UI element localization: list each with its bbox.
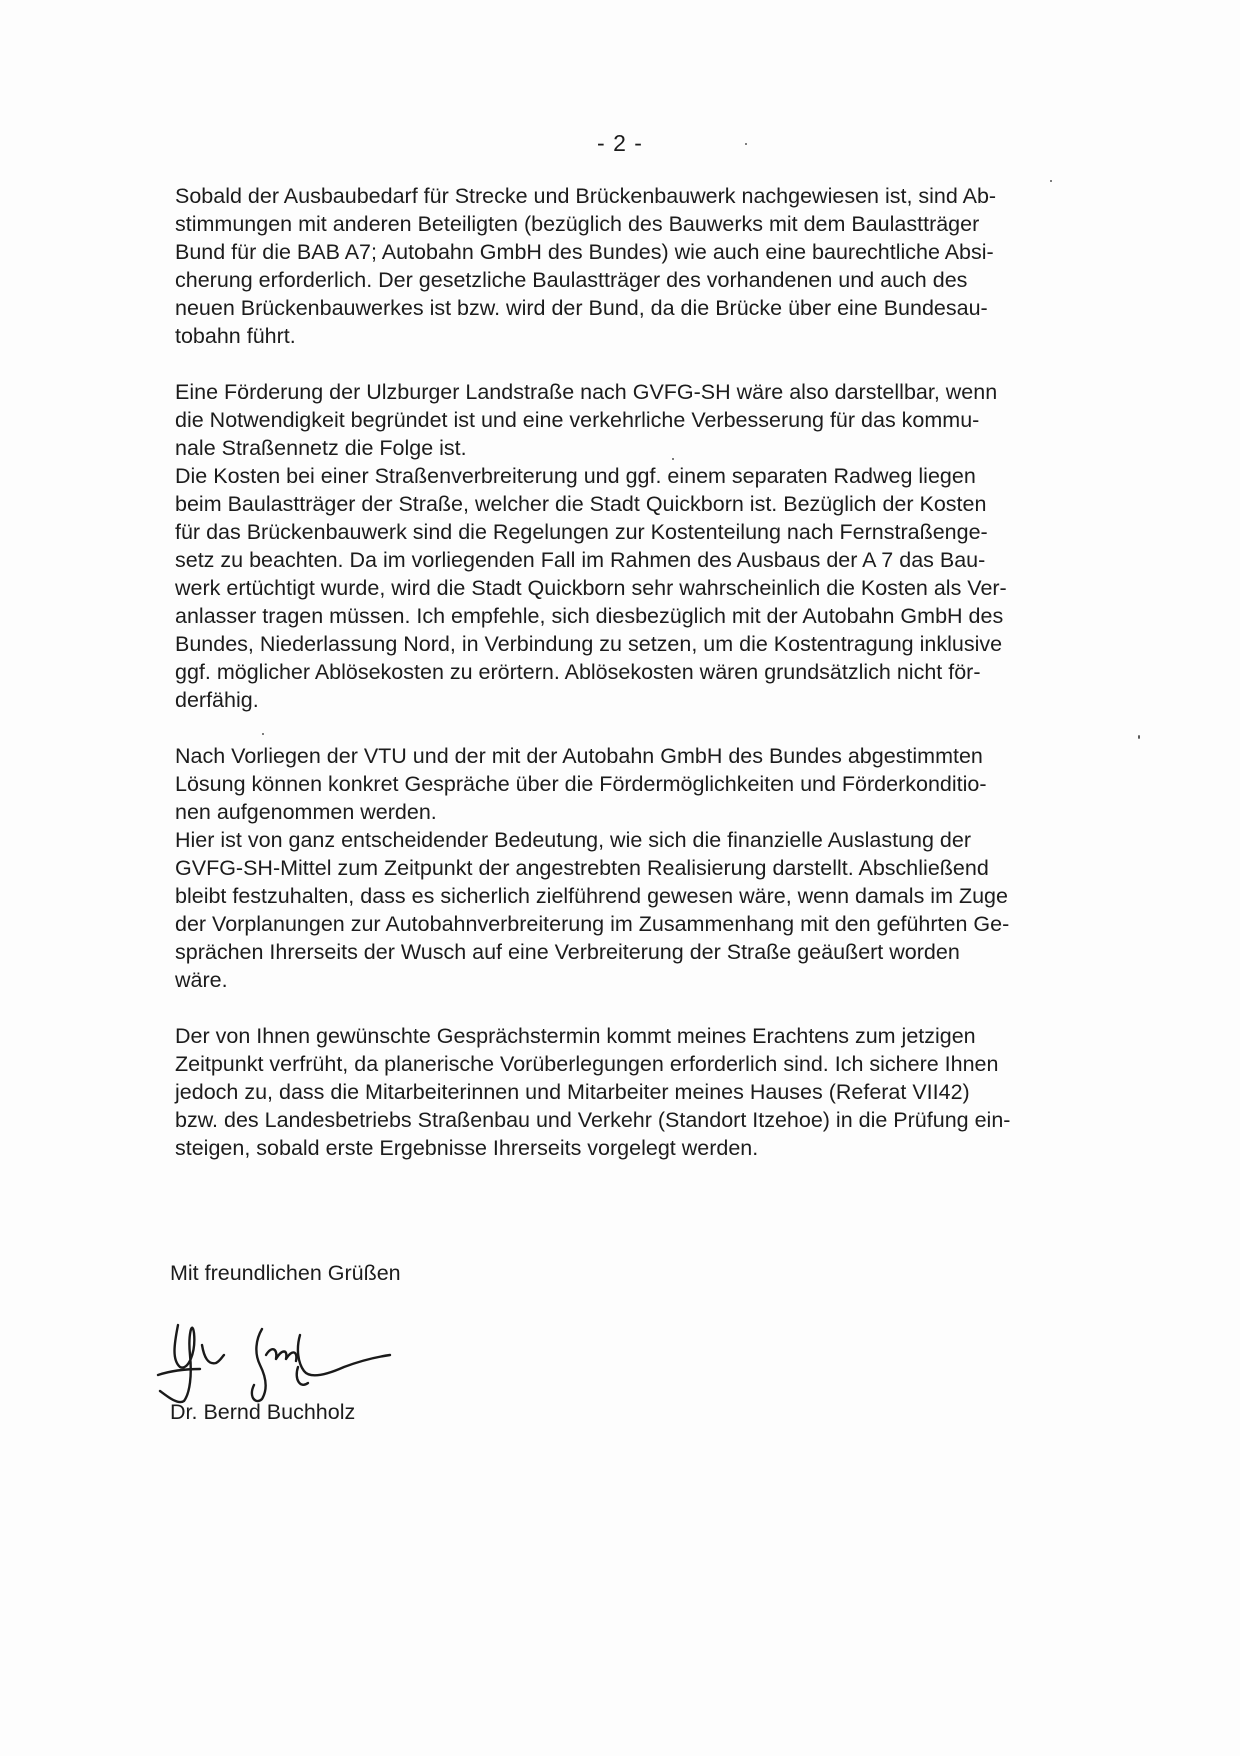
text-line: der Vorplanungen zur Autobahnverbreiterung im Zusammenhang mit den geführten Ge-: [175, 912, 1010, 936]
text-line: Bundes, Niederlassung Nord, in Verbindung zu setzen, um die Kostentragung inklusive: [175, 632, 1003, 656]
text-line: nale Straßennetz die Folge ist.: [175, 436, 467, 460]
text-line: beim Baulastträger der Straße, welcher die Stadt Quickborn ist. Bezüglich der Kosten: [175, 492, 987, 516]
signer-name: Dr. Bernd Buchholz: [170, 1400, 356, 1424]
paragraph-3: [175, 742, 1075, 994]
text-line: wäre.: [175, 968, 228, 992]
text-line: cherung erforderlich. Der gesetzliche Baulastträger des vorhandenen und auch des: [175, 268, 968, 292]
text-line: bleibt festzuhalten, dass es sicherlich zielführend gewesen wäre, wenn damals im Zuge: [175, 884, 1008, 908]
text-line: stimmungen mit anderen Beteiligten (bezüglich des Bauwerks mit dem Baulastträger: [175, 212, 980, 236]
page-number: - 2 -: [597, 130, 643, 156]
text-line: bzw. des Landesbetriebs Straßenbau und Verkehr (Standort Itzehoe) in die Prüfung ein-: [175, 1108, 1011, 1132]
text-line: Zeitpunkt verfrüht, da planerische Vorüberlegungen erforderlich sind. Ich sichere Ihnen: [175, 1052, 999, 1076]
text-line: Die Kosten bei einer Straßenverbreiterung und ggf. einem separaten Radweg liegen: [175, 464, 976, 488]
text-line: nen aufgenommen werden.: [175, 800, 437, 824]
scan-speck: [672, 458, 674, 460]
text-line: Lösung können konkret Gespräche über die Fördermöglichkeiten und Förderkonditio-: [175, 772, 987, 796]
text-line: GVFG-SH-Mittel zum Zeitpunkt der angestrebten Realisierung darstellt. Abschließend: [175, 856, 989, 880]
text-line: derfähig.: [175, 688, 259, 712]
text-line: werk ertüchtigt wurde, wird die Stadt Quickborn sehr wahrscheinlich die Kosten als Ver-: [175, 576, 1007, 600]
text-line: Sobald der Ausbaubedarf für Strecke und Brückenbauwerk nachgewiesen ist, sind Ab-: [175, 184, 997, 208]
text-line: Eine Förderung der Ulzburger Landstraße nach GVFG-SH wäre also darstellbar, wenn: [175, 380, 998, 404]
paragraph-gap: [175, 350, 1075, 378]
scan-speck: [745, 143, 747, 145]
text-line: tobahn führt.: [175, 324, 296, 348]
text-line: Nach Vorliegen der VTU und der mit der Autobahn GmbH des Bundes abgestimmten: [175, 744, 983, 768]
text-line: ggf. möglicher Ablösekosten zu erörtern. Ablösekosten wären grundsätzlich nicht för-: [175, 660, 981, 684]
text-line: für das Brückenbauwerk sind die Regelungen zur Kostenteilung nach Fernstraßenge-: [175, 520, 988, 544]
closing-salutation: Mit freundlichen Grüßen: [170, 1261, 401, 1285]
paragraph-gap: [175, 994, 1075, 1022]
scan-speck: [1138, 735, 1140, 739]
text-line: Der von Ihnen gewünschte Gesprächstermin kommt meines Erachtens zum jetzigen: [175, 1024, 976, 1048]
text-line: sprächen Ihrerseits der Wusch auf eine Verbreiterung der Straße geäußert worden: [175, 940, 960, 964]
letter-body: [175, 182, 1075, 1162]
paragraph-gap: [175, 714, 1075, 742]
text-line: Hier ist von ganz entscheidender Bedeutung, wie sich die finanzielle Auslastung der: [175, 828, 971, 852]
text-line: jedoch zu, dass die Mitarbeiterinnen und Mitarbeiter meines Hauses (Referat VII42): [175, 1080, 970, 1104]
text-line: anlasser tragen müssen. Ich empfehle, sich diesbezüglich mit der Autobahn GmbH des: [175, 604, 1004, 628]
scan-speck: [262, 733, 264, 735]
paragraph-2: [175, 378, 1075, 714]
text-line: neuen Brückenbauwerkes ist bzw. wird der Bund, da die Brücke über eine Bundesau-: [175, 296, 988, 320]
text-line: setz zu beachten. Da im vorliegenden Fall im Rahmen des Ausbaus der A 7 das Bau-: [175, 548, 986, 572]
text-line: die Notwendigkeit begründet ist und eine verkehrliche Verbesserung für das kommu-: [175, 408, 980, 432]
paragraph-1: [175, 182, 1075, 350]
text-line: Bund für die BAB A7; Autobahn GmbH des Bundes) wie auch eine baurechtliche Absi-: [175, 240, 994, 264]
text-line: steigen, sobald erste Ergebnisse Ihrerseits vorgelegt werden.: [175, 1136, 759, 1160]
paragraph-4: [175, 1022, 1075, 1162]
scan-speck: [1050, 180, 1052, 182]
